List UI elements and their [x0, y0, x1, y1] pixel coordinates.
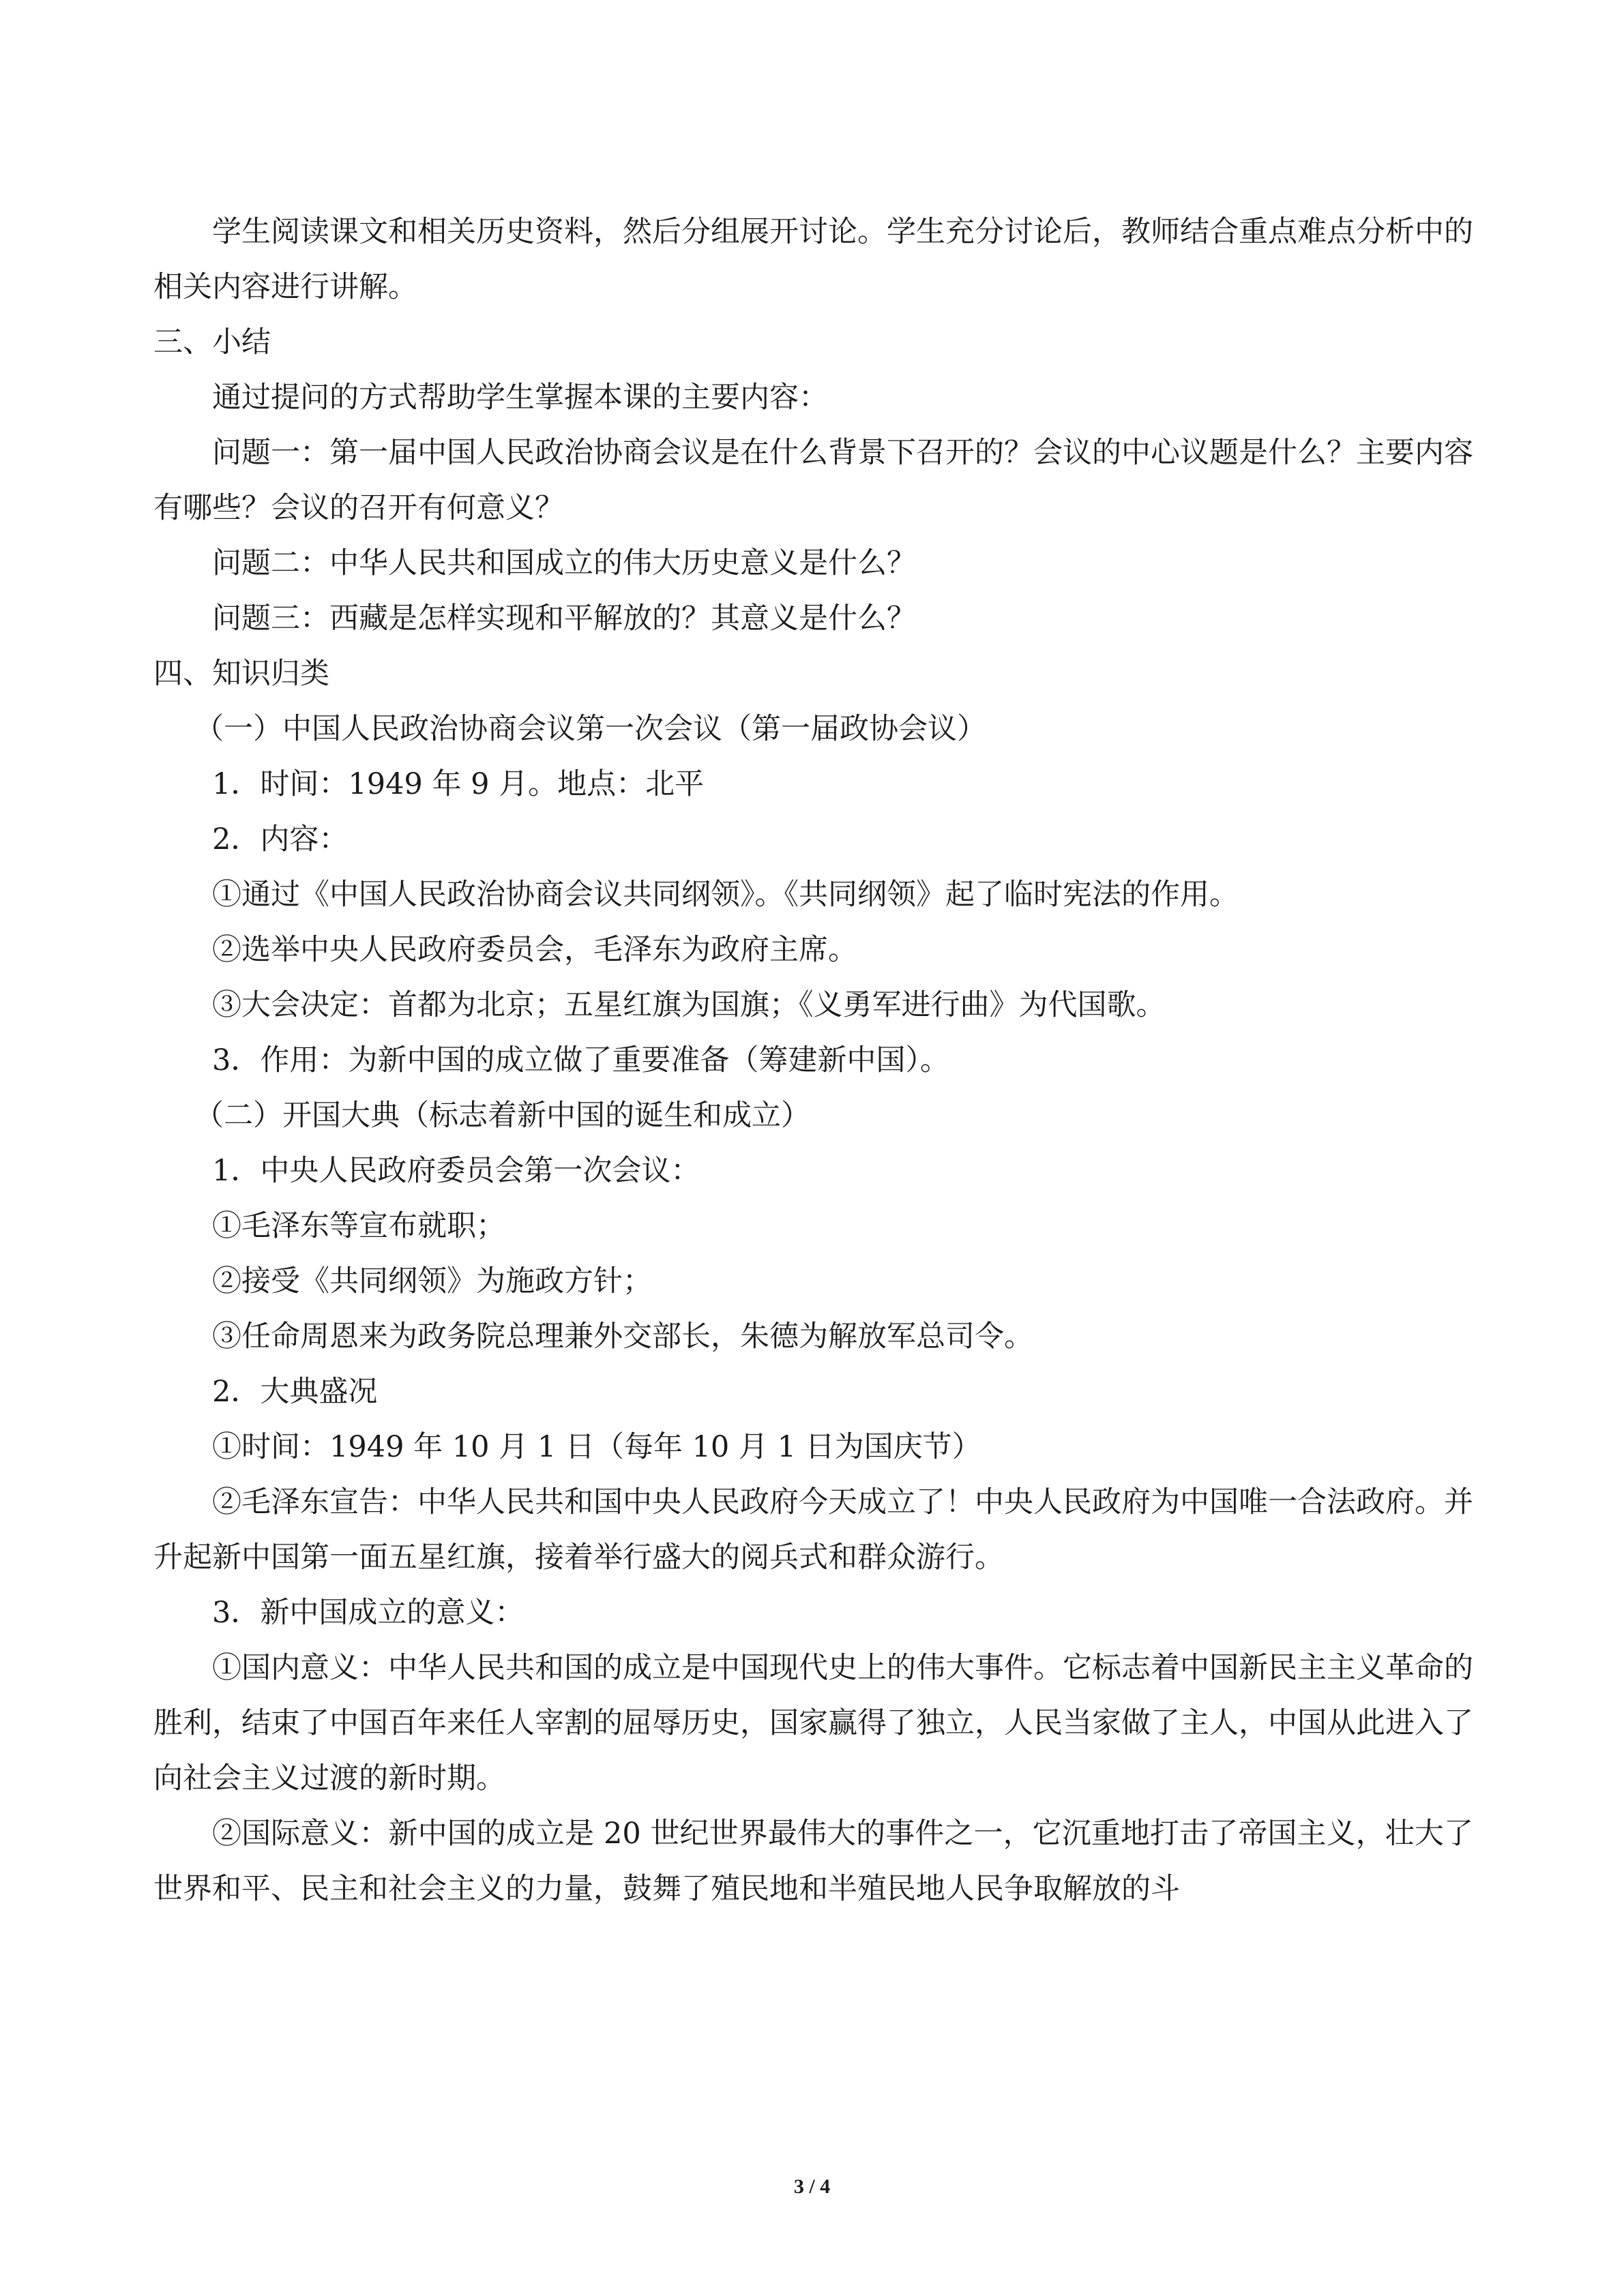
- list-item: 3．新中国成立的意义：: [212, 1596, 525, 1630]
- paragraph: 通过提问的方式帮助学生掌握本课的主要内容：: [212, 381, 828, 415]
- list-item: ③大会决定：首都为北京；五星红旗为国旗；《义勇军进行曲》为代国歌。: [212, 988, 1166, 1022]
- list-item: ②国际意义：新中国的成立是 20 世纪世界最伟大的事件之一，它沉重地打击了帝国主义，壮大了世界和平、民主和社会主义的力量，鼓舞了殖民地和半殖民地人民争取解放的斗: [153, 1817, 1473, 1906]
- list-item: ①国内意义：中华人民共和国的成立是中国现代史上的伟大事件。它标志着中国新民主主义革命的胜利，结束了中国百年来任人宰割的屈辱历史，国家赢得了独立，人民当家做了主人，中国从此进入了向社会主义过渡的新时期。: [153, 1651, 1473, 1795]
- list-item: ②选举中央人民政府委员会，毛泽东为政府主席。: [212, 933, 857, 967]
- list-item: ①通过《中国人民政治协商会议共同纲领》。《共同纲领》起了临时宪法的作用。: [212, 878, 1239, 912]
- list-item: 2．大典盛况: [212, 1375, 378, 1409]
- list-item: 3．作用：为新中国的成立做了重要准备（筹建新中国）。: [212, 1043, 949, 1077]
- list-item: 2．内容：: [212, 822, 349, 856]
- paragraph: 学生阅读课文和相关历史资料，然后分组展开讨论。学生充分讨论后，教师结合重点难点分析中的相关内容进行讲解。: [153, 215, 1473, 304]
- list-item: ②接受《共同纲领》为施政方针；: [212, 1264, 652, 1298]
- document-body: [153, 205, 1473, 1917]
- list-item: ③任命周恩来为政务院总理兼外交部长，朱德为解放军总司令。: [212, 1320, 1033, 1354]
- list-item: 1．时间：1949 年 9 月。地点：北平: [212, 767, 705, 801]
- question-paragraph: 问题一：第一届中国人民政治协商会议是在什么背景下召开的？会议的中心议题是什么？主要内容有哪些？会议的召开有何意义？: [153, 436, 1473, 525]
- section-heading: 四、知识归类: [153, 657, 329, 691]
- subsection-heading: （二）开国大典（标志着新中国的诞生和成立）: [194, 1099, 810, 1133]
- list-item: ②毛泽东宣告：中华人民共和国中央人民政府今天成立了！中央人民政府为中国唯一合法政府。并升起新中国第一面五星红旗，接着举行盛大的阅兵式和群众游行。: [153, 1485, 1473, 1575]
- page-number: 3 / 4: [793, 2175, 831, 2198]
- list-item: ①毛泽东等宣布就职；: [212, 1209, 505, 1243]
- question-paragraph: 问题三：西藏是怎样实现和平解放的？其意义是什么？: [212, 601, 916, 636]
- list-item: 1．中央人民政府委员会第一次会议：: [212, 1154, 700, 1188]
- section-heading: 三、小结: [153, 325, 271, 359]
- subsection-heading: （一）中国人民政治协商会议第一次会议（第一届政协会议）: [194, 712, 986, 746]
- list-item: ①时间：1949 年 10 月 1 日（每年 10 月 1 日为国庆节）: [212, 1430, 981, 1464]
- question-paragraph: 问题二：中华人民共和国成立的伟大历史意义是什么？: [212, 546, 916, 580]
